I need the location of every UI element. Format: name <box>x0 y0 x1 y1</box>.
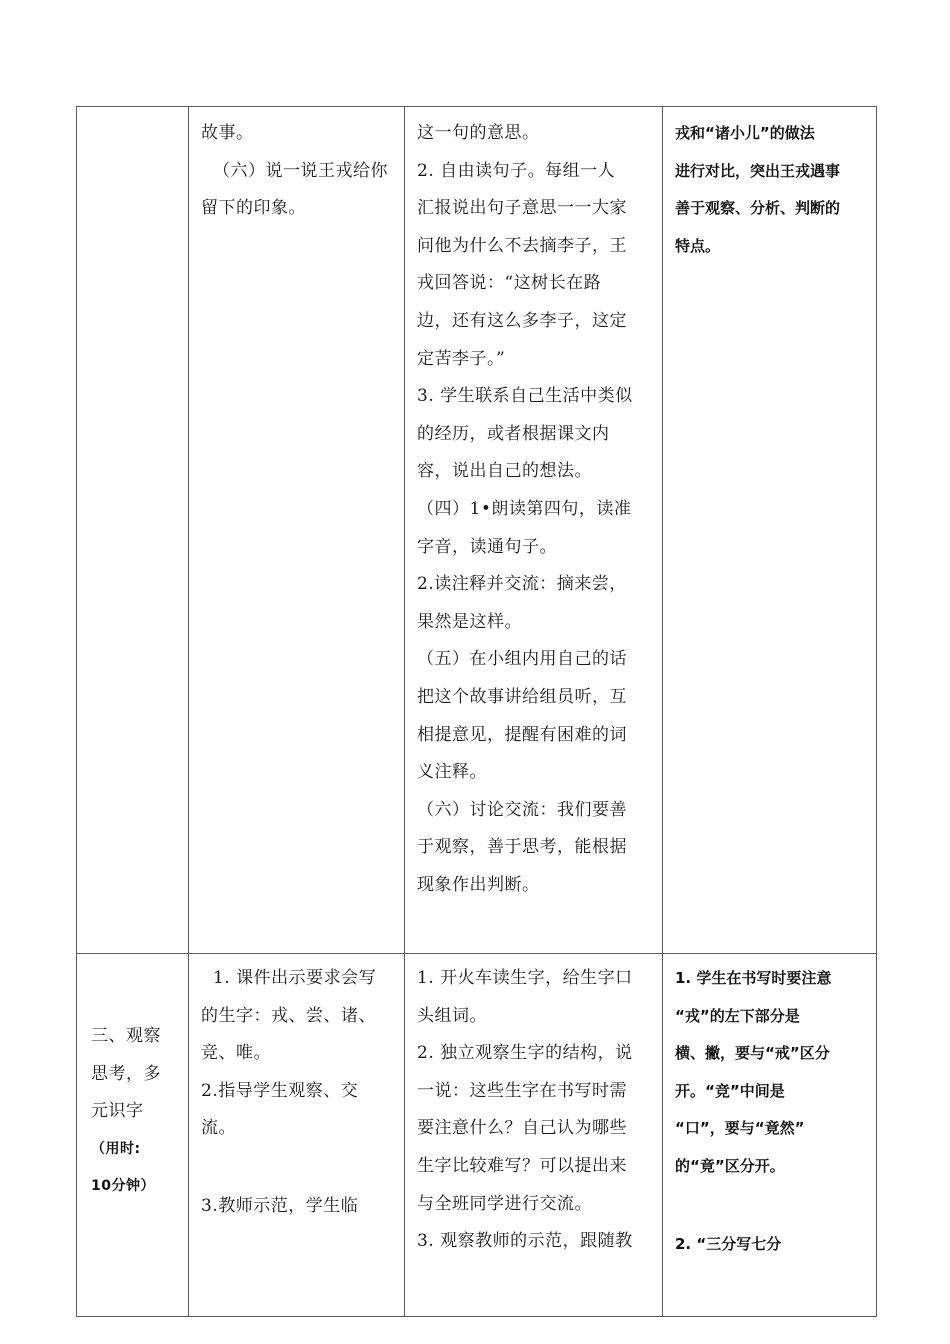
text-line: 戎回答说：“这树长在路 <box>417 273 602 294</box>
text-line: 元识字 <box>91 1101 144 1122</box>
text-line: 容，说出自己的想法。 <box>417 461 592 482</box>
text-line: 义注释。 <box>417 762 487 783</box>
text-line: （六）讨论交流：我们要善 <box>417 799 627 820</box>
text-line: 流。 <box>201 1118 236 1139</box>
text-line: 2. “三分写七分 <box>675 1234 782 1253</box>
text-line: 2.读注释并交流：摘来尝， <box>417 574 627 595</box>
text-line: “口”，要与“竟然” <box>675 1119 805 1138</box>
text-line: 3. 学生联系自己生活中类似 <box>417 386 633 407</box>
text-line: （五）在小组内用自己的话 <box>417 649 627 670</box>
text-line: （用时: <box>91 1140 141 1157</box>
text-line: 果然是这样。 <box>417 611 522 632</box>
text-line: （六）说一说王戎给你 <box>213 160 388 181</box>
text-line: 竞、唯。 <box>201 1043 271 1064</box>
text-line: 现象作出判断。 <box>417 874 540 895</box>
spacer <box>201 1148 398 1188</box>
text-line: 问他为什么不去摘李子，王 <box>417 235 627 256</box>
student-activity-cell <box>405 954 663 1317</box>
text-line: 横、撇，要与“戒”区分 <box>675 1044 830 1063</box>
text-line: 1. 开火车读生字，给生字口 <box>417 968 633 988</box>
text-line: 要注意什么？自己认为哪些 <box>417 1118 627 1139</box>
text-line: 3. 观察教师的示范，跟随教 <box>417 1231 633 1252</box>
text-line: 一说：这些生字在书写时需 <box>417 1080 627 1101</box>
lesson-plan-table <box>76 106 877 1317</box>
text-line: 相提意见，提醒有困难的词 <box>417 724 627 745</box>
stage-cell <box>77 954 189 1317</box>
design-intent-cell <box>663 954 877 1317</box>
text-line: 留下的印象。 <box>201 198 306 219</box>
teacher-activity-cell <box>189 954 405 1317</box>
text-line: 头组词。 <box>417 1005 487 1026</box>
text-line: 汇报说出句子意思一一大家 <box>417 198 627 219</box>
text-line: 3.教师示范，学生临 <box>201 1195 359 1216</box>
text-line: 戎和“诸小儿”的做法 <box>675 124 815 142</box>
stage-cell <box>77 107 189 954</box>
design-intent-cell <box>663 107 877 954</box>
text-line: 定苦李子。” <box>417 348 506 369</box>
text-line: 字音，读通句子。 <box>417 536 557 557</box>
text-line: 生字比较难写？可以提出来 <box>417 1155 627 1176</box>
text-line: 边，还有这么多李子，这定 <box>417 310 627 331</box>
text-line: 把这个故事讲给组员听，互 <box>417 686 627 707</box>
text-line: 故事。 <box>201 123 254 143</box>
text-line: 2.指导学生观察、交 <box>201 1080 359 1101</box>
text-line: 三、观察 <box>91 1026 161 1046</box>
text-line: 开。“竞”中间是 <box>675 1081 785 1100</box>
text-line: 的生字：戎、尝、诸、 <box>201 1005 376 1026</box>
text-line: 的经历，或者根据课文内 <box>417 423 610 444</box>
text-line: “戎”的左下部分是 <box>675 1006 800 1025</box>
text-line: 10分钟） <box>91 1178 155 1195</box>
text-line: 1. 课件出示要求会写 <box>213 968 377 988</box>
table-row <box>77 954 877 1317</box>
teacher-activity-cell <box>189 107 405 954</box>
text-line: 这一句的意思。 <box>417 123 540 143</box>
text-line: 2. 独立观察生字的结构，说 <box>417 1043 633 1064</box>
student-activity-cell <box>405 107 663 954</box>
text-line: 思考，多 <box>91 1063 161 1084</box>
text-line: 善于观察、分析、判断的 <box>675 199 841 218</box>
text-line: 1. 学生在书写时要注意 <box>675 969 832 987</box>
spacer <box>675 1186 870 1226</box>
text-line: 2. 自由读句子。每组一人 <box>417 160 616 181</box>
text-line: 特点。 <box>675 236 721 255</box>
text-line: 进行对比，突出王戎遇事 <box>675 161 841 180</box>
text-line: 于观察，善于思考，能根据 <box>417 837 627 858</box>
table-row <box>77 107 877 954</box>
text-line: 的“竟”区分开。 <box>675 1156 785 1175</box>
text-line: （四）1•朗读第四句，读准 <box>417 498 632 519</box>
text-line: 与全班同学进行交流。 <box>417 1193 592 1214</box>
